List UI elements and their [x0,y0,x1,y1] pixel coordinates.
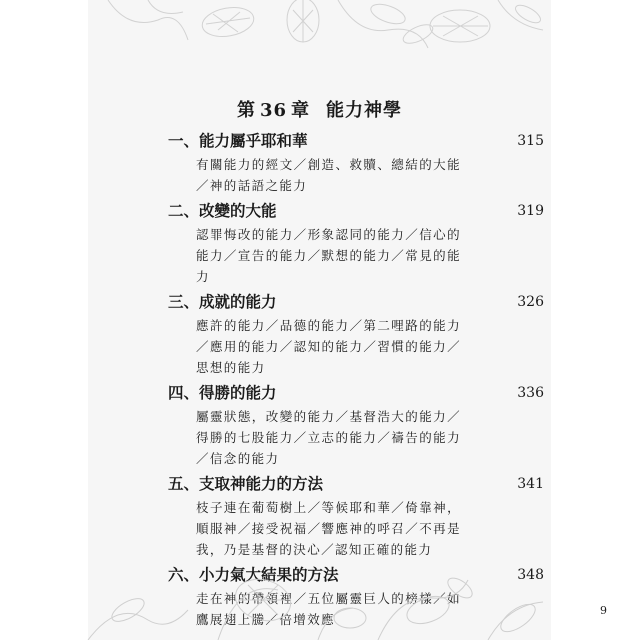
page-number: 9 [600,604,607,617]
section-title: 五、支取神能力的方法 [168,474,324,493]
section-title: 二、改變的大能 [168,201,277,220]
section-page-number: 348 [517,567,544,583]
section-page-number: 315 [517,133,544,149]
toc-section-heading [168,128,568,154]
chapter-number: 36 [259,100,288,121]
section-title: 三、成就的能力 [168,292,277,311]
section-page-number: 326 [517,294,544,310]
section-title: 一、能力屬乎耶和華 [168,131,308,150]
toc-section-heading [168,380,568,406]
section-title: 六、小力氣大結果的方法 [168,565,339,584]
section-page-number: 336 [517,385,544,401]
toc-section-heading [168,289,568,315]
book-page [88,0,607,640]
toc-section [168,289,568,378]
section-page-number: 319 [517,203,544,219]
section-topics: 認罪悔改的能力／形象認同的能力／信心的能力／宣告的能力／默想的能力／常見的能力 [196,227,461,284]
toc-section [168,128,568,196]
chapter-name: 能力神學 [326,100,403,121]
section-topics: 屬靈狀態，改變的能力／基督浩大的能力／得勝的七股能力／立志的能力／禱告的能力／信念的能力 [196,409,461,466]
section-topics: 應許的能力／品德的能力／第二哩路的能力／應用的能力／認知的能力／習慣的能力／思想的能力 [196,318,461,375]
section-topics: 有關能力的經文／創造、救贖、總結的大能／神的話語之能力 [196,157,461,193]
chapter-suffix: 章 [291,100,311,121]
chapter-title [88,96,551,122]
floral-top-decoration [88,0,551,60]
section-topics: 枝子連在葡萄樹上／等候耶和華／倚靠神，順服神／接受祝福／響應神的呼召／不再是我，乃是基督的決心／認知正確的能力 [196,500,461,557]
toc-section [168,380,568,469]
section-title: 四、得勝的能力 [168,383,277,402]
section-topics: 走在神的帶領裡／五位屬靈巨人的榜樣／如鷹展翅上騰／倍增效應 [196,591,461,627]
floral-bottom-decoration [88,540,551,640]
toc-section [168,198,568,287]
chapter-prefix: 第 [236,100,256,121]
section-page-number: 341 [517,476,544,492]
toc-section-heading [168,471,568,497]
toc-section-heading [168,198,568,224]
